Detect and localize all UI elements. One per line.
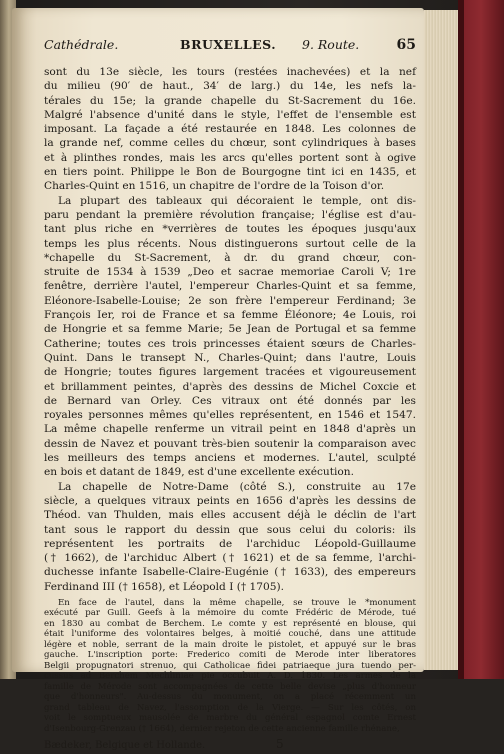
footnote-line: gauche. L'inscription porte: Frederico comiti de Merode inter liberatores [44,650,416,661]
footnote-line: Belgii propugnatori strenuo, qui Catholicae fidei patriaeque jura tuendo per- [44,660,416,671]
text-line: Théod. van Thulden, mais elles accusent déjà le déclin de l'art [44,509,416,522]
text-line: sont du 13e siècle, les tours (restées inachevées) et la nef [44,66,416,78]
footnote-line: En face de l'autel, dans la même chapelle, se trouve le *monument [58,597,416,608]
text-line: struite de 1534 à 1539 „Deo et sacrae memoriae Caroli V; 1re [44,266,416,279]
footnote [44,598,416,735]
text-line: les meilleurs des temps anciens et modernes. L'autel, sculpté [44,452,416,465]
book-cover [458,0,504,679]
footnote-line: voit le somptueux mausolée de marbre du général espagnol comte Ernest [44,713,416,724]
text-line: Malgré l'absence d'unité dans le style, l'effet de l'ensemble est [44,108,416,121]
text-line: siècle, a quelques vitraux peints en 1656 d'après les dessins de [44,494,416,507]
footnote-line: cussus ad Berchem Mechliniae pie occubuit A. D. 1830. Les armes de la [44,671,416,682]
text-line: Quint. Dans le transept N., Charles-Quint; dans l'autre, Louis [44,351,416,364]
running-header [44,36,416,54]
footnote-line: famille de Mérode sont accompagnées de cette belle devise „plus d'honneur [44,681,416,692]
text-line: La plupart des tableaux qui décoraient le temple, ont dis- [58,194,416,207]
text-line: en tiers point. Philippe le Bon de Bourgogne tint ici en 1435, et [44,166,416,179]
text-line: de Bernard van Orley. Ces vitraux ont été donnés par les [44,394,416,407]
page-block-edges [424,10,459,670]
text-line: *chapelle du St-Sacrement, à dr. du grand chœur, con- [44,251,416,264]
footnote-line: que d'honneurs". Au-dessus du monument, on a placé récemment un [44,692,416,703]
text-line: dessin de Navez et pouvant très-bien soutenir la comparaison avec [44,437,416,450]
page-footer [44,738,416,754]
signature-mark: 5 [276,737,284,752]
text-line: du milieu (90′ de haut., 34′ de larg.) du 14e, les nefs la- [44,80,416,93]
footnote-line: en 1830 au combat de Berchem. Le comte y est représenté en blouse, qui [44,618,416,629]
text-line: royales personnes mêmes qu'elles représentent, en 1546 et 1547. [44,409,416,422]
cover-edge [458,0,464,679]
text-line: la grande nef, comme celles du chœur, sont cylindriques à bases [44,137,416,150]
main-text [44,65,416,594]
text-line: tant plus riche en *verrières de toutes les époques jusqu'aux [44,223,416,236]
text-line: († 1662), de l'archiduc Albert († 1621) et de sa femme, l'archi- [44,552,416,565]
text-line: de Hongrie et sa femme Marie; 5e Jean de Portugal et sa femme [44,323,416,336]
footnote-line: était l'uniforme des volontaires belges, à moitié couché, dans une attitude [44,629,416,640]
text-line: imposant. La façade a été restaurée en 1848. Les colonnes de [44,123,416,136]
footnote-line: grand tableau de Navez, l'assomption de la Vierge. — Sur les côtés, on [44,702,416,713]
text-line: paru pendant la première révolution française; l'église est d'au- [44,208,416,221]
text-line: représentent les portraits de l'archiduc Léopold-Guillaume [44,537,416,550]
footer-title: Bædeker, Belgique et Hollande. [44,740,206,752]
text-line: La chapelle de Notre-Dame (côté S.), construite au 17e [58,480,416,493]
text-line: térales du 15e; la grande chapelle du St-Sacrement du 16e. [44,94,416,107]
text-line: en bois et datant de 1849, est d'une excellente exécution. [44,466,354,479]
text-line: de Hongrie; toutes figures largement tracées et vigoureusement [44,366,416,379]
footnote-line: légère et noble, serrant de la main droite le pistolet, et appuyé sur le bras [44,639,416,650]
text-line: François Ier, roi de France et sa femme Éléonore; 4e Louis, roi [44,309,416,322]
header-section: Cathédrale. [44,37,119,52]
text-line: Charles-Quint en 1516, un chapitre de l'ordre de la Toison d'or. [44,180,385,193]
text-line: La même chapelle renferme un vitrail peint en 1848 d'après un [44,423,416,436]
text-line: fenêtre, derrière l'autel, l'empereur Charles-Quint et sa femme, [44,280,416,293]
text-line: Catherine; toutes ces trois princesses étaient sœurs de Charles- [44,337,416,350]
page-number: 65 [396,37,416,53]
header-city: BRUXELLES. [180,37,277,52]
page-content [44,36,416,754]
text-line: et brillamment peintes, d'après des dessins de Michel Coxcie et [44,380,416,393]
text-line: Ferdinand III († 1658), et Léopold I († 1705). [44,580,285,593]
text-line: tant sous le rapport du dessin que sous celui du coloris: ils [44,523,416,536]
text-line: duchesse infante Isabelle-Claire-Eugénie († 1633), des empereurs [44,566,416,579]
text-line: Eléonore-Isabelle-Louise; 2e son frère l'empereur Ferdinand; 3e [44,294,416,307]
header-route: 9. Route. [302,37,360,52]
footnote-line: d'Isenbourg-Grenzau († 1664), dernier rejeton de cette ancienne famille rhénane, [44,723,400,734]
text-line: et à plinthes rondes, mais les arcs qu'elles portent sont à ogive [44,151,416,164]
footnote-line: exécuté par Guill. Geefs à la mémoire du comte Frédéric de Mérode, tué [44,608,416,619]
text-line: temps les plus récents. Nous distinguerons surtout celle de la [44,237,416,250]
